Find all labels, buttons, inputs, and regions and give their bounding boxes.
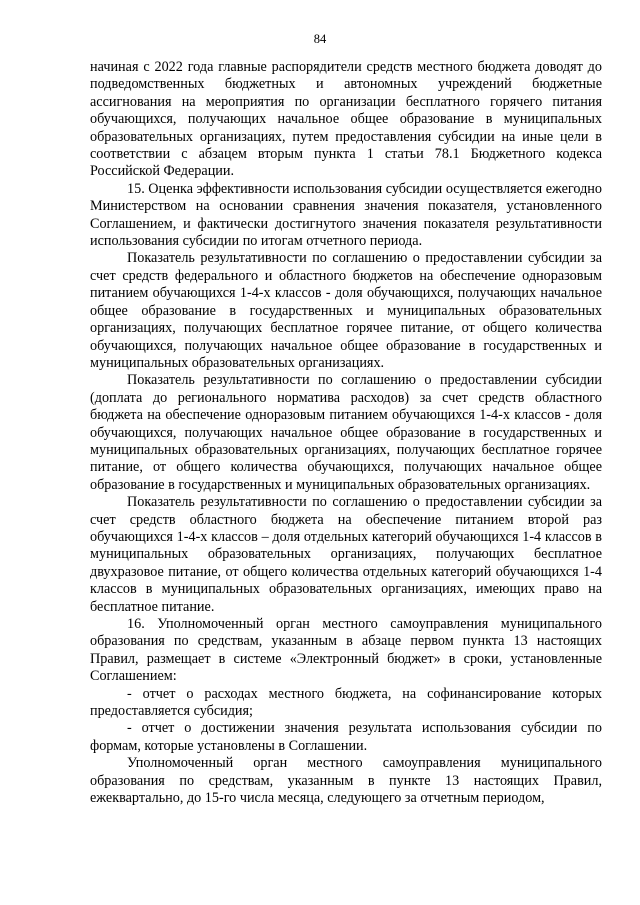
paragraph-5: Показатель результативности по соглашению о предоставлении субсидии за счет средств областного бюджета на обеспечение питанием второй раз обучающихся 1-4-х классов – доля отдельных категорий обучающихся 1-4 классов в муниципальных образовательных организациях, получающих бесплатное двухразовое питание, от общего количества отдельных категорий обучающихся 1-4 классов в муниципальных образовательных организациях, имеющих право на бесплатное питание. xyxy=(90,494,602,615)
document-body xyxy=(90,59,602,807)
paragraph-7: - отчет о расходах местного бюджета, на софинансирование которых предоставляется субсидия; xyxy=(90,685,602,720)
paragraph-8: - отчет о достижении значения результата использования субсидии по формам, которые установлены в Соглашении. xyxy=(90,720,602,754)
paragraph-1: начиная с 2022 года главные распорядители средств местного бюджета доводят до подведомственных бюджетных и автономных учреждений бюджетные ассигнования на мероприятия по организации бесплатного горячего питания обучающихся, получающих начальное общее образование в муниципальных образовательных организациях, путем предоставления субсидии на иные цели в соответствии с абзацем вторым пункта 1 статьи 78.1 Бюджетного кодекса Российской Федерации. xyxy=(90,59,602,180)
paragraph-2: 15. Оценка эффективности использования субсидии осуществляется ежегодно Министерством на основании сравнения значения показателя, установленного Соглашением, и фактически достигнутого значения показателя результативности использования субсидии по итогам отчетного периода. xyxy=(90,180,602,250)
page-number: 84 xyxy=(313,32,327,46)
paragraph-6: 16. Уполномоченный орган местного самоуправления муниципального образования по средствам, указанным в абзаце первом пункта 13 настоящих Правил, размещает в системе «Электронный бюджет» в сроки, установленные Соглашением: xyxy=(90,616,602,685)
paragraph-4: Показатель результативности по соглашению о предоставлении субсидии (доплата до регионального норматива расходов) за счет средств областного бюджета на обеспечение одноразовым питанием обучающихся 1-4-х классов - доля обучающихся, получающих начальное общее образование в государственных и муниципальных образовательных организациях, получающих бесплатное горячее питание, от общего количества обучающихся, получающих начальное общее образование в государственных и муниципальных образовательных организациях. xyxy=(90,372,602,493)
paragraph-3: Показатель результативности по соглашению о предоставлении субсидии за счет средств федерального и областного бюджетов на обеспечение одноразовым питанием обучающихся 1-4-х классов - доля обучающихся, получающих начальное общее образование в государственных и муниципальных образовательных организациях, получающих бесплатное горячее питание, от общего количества обучающихся, получающих начальное общее образование в государственных и муниципальных образовательных организациях. xyxy=(90,250,602,371)
paragraph-9: Уполномоченный орган местного самоуправления муниципального образования по средствам, указанным в пункте 13 настоящих Правил, ежеквартально, до 15-го числа месяца, следующего за отчетным периодом, xyxy=(90,755,602,807)
